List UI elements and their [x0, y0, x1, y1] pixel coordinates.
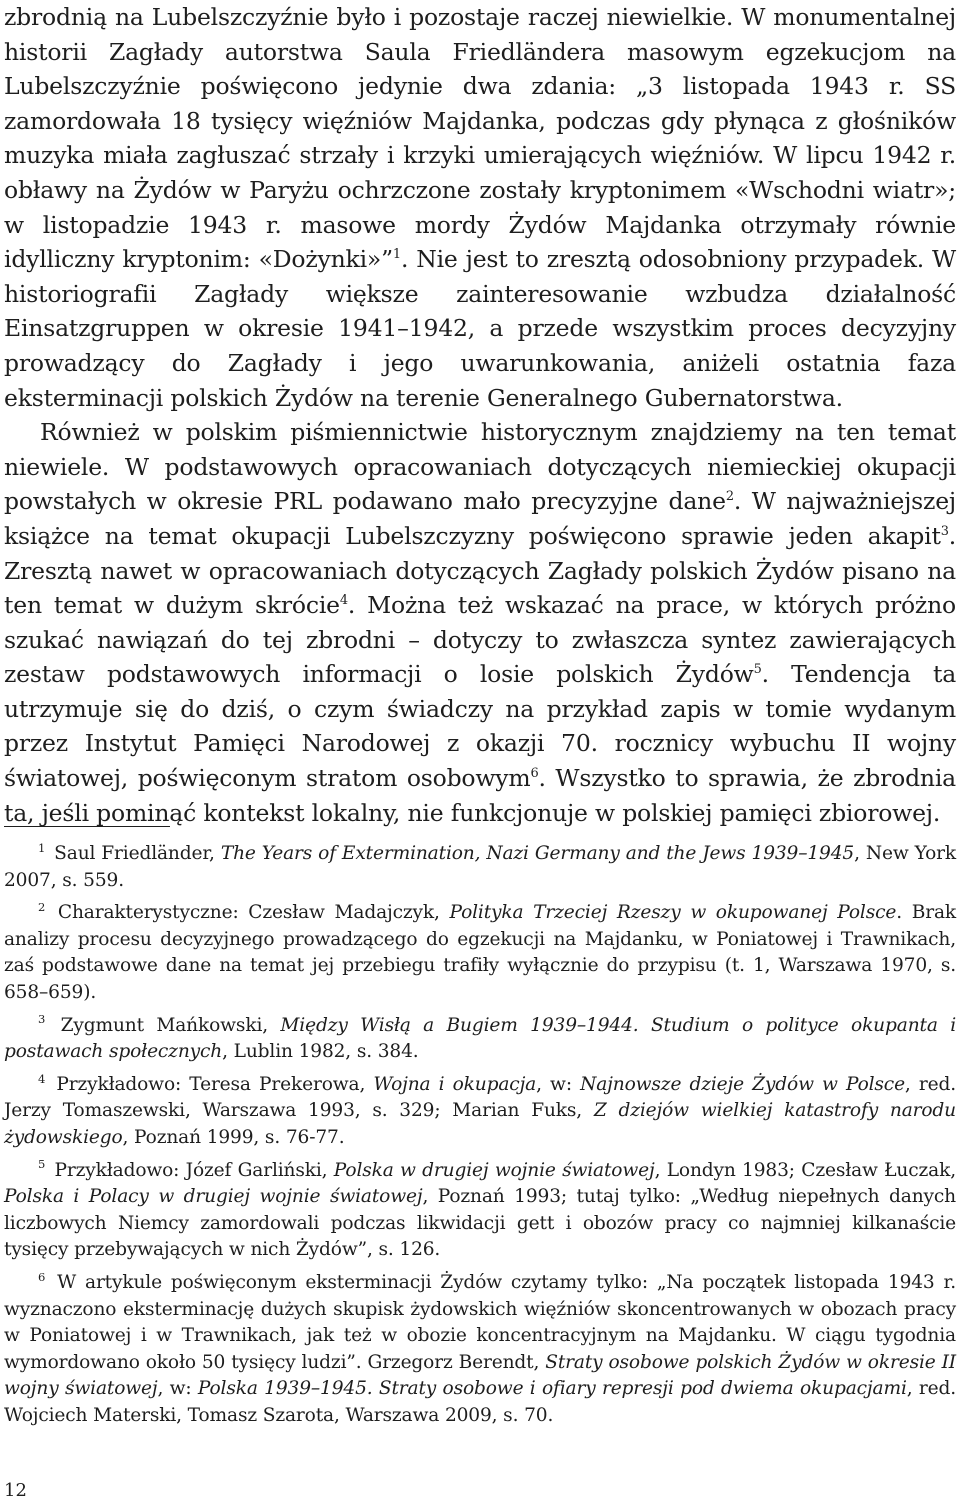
footnote-5 — [4, 1158, 956, 1264]
footnote-text: Zygmunt Mańkowski, — [48, 1014, 281, 1036]
footnote-text: , New York 2007, s. 559. — [4, 843, 956, 891]
footnote-title: Polityka Trzeciej Rzeszy w okupowanej Polsce — [449, 902, 897, 924]
footnote-number: 3 — [38, 1012, 46, 1027]
footnote-title: Wojna i okupacja — [373, 1073, 537, 1095]
footnote-title: Polska i Polacy w drugiej wojnie światowej — [4, 1186, 423, 1208]
paragraph-text: . Tendencja ta utrzymuje się do dziś, o czym świadczy na przykład zapis w tomie wydanym przez Instytut Pamięci Narodowej z okazji 70. rocznicy wybuchu II wojny światowej, poświęconym stratom osobowym — [4, 660, 956, 793]
footnote-title: Z dziejów wielkiej katastrofy narodu żydowskiego — [4, 1100, 956, 1148]
footnote-text: , Poznań 1999, s. 76-77. — [122, 1126, 345, 1148]
footnote-title: Między Wisłą a Bugiem 1939–1944. Studium o polityce okupanta i postawach społecznych — [4, 1014, 956, 1063]
footnote-separator — [4, 826, 170, 827]
footnote-text: , red. Wojciech Materski, Tomasz Szarota, Warszawa 2009, s. 70. — [4, 1378, 956, 1426]
footnote-number: 4 — [38, 1071, 46, 1086]
footnote-ref[interactable]: 6 — [530, 766, 539, 782]
footnote-title: Najnowsze dzieje Żydów w Polsce — [580, 1073, 905, 1095]
footnote-text: , red. Jerzy Tomaszewski, Warszawa 1993, s. 329; Marian Fuks, — [4, 1073, 956, 1122]
footnote-number: 2 — [38, 900, 46, 914]
paragraph-text: . Wszystko to sprawia, że zbrodnia ta, jeśli pominąć kontekst lokalny, nie funkcjonuje w polskiej pamięci zbiorowej. — [4, 764, 956, 827]
paragraph-text: zbrodnią na Lubelszczyźnie było i pozostaje raczej niewielkie. W monumentalnej historii Zagłady autorstwa Saula Friedländera masowym egzekucjom na Lubelszczyźnie poświęcono jedynie dwa zdania: „3 listopada 1943 r. SS zamordowała 18 tysięcy więźniów Majdanka, podczas gdy płynąca z głośników muzyka miała zagłuszać strzały i krzyki umierających więźniów. W lipcu 1942 r. obławy na Żydów w Paryżu ochrzczone zostały kryptonimem «Wschodni wiatr»; w listopadzie 1943 r. masowe mordy Żydów Majdanka otrzymały równie idylliczny kryptonim: «Dożynki»” — [4, 3, 956, 274]
footnote-text: Przykładowo: Teresa Prekerowa, — [48, 1073, 374, 1095]
footnote-4 — [4, 1072, 956, 1152]
footnote-6 — [4, 1270, 956, 1430]
paragraph-text: . Można też wskazać na prace, w których próżno szukać nawiązań do tej zbrodni – dotyczy to zwłaszcza syntez zawierających zestaw podstawowych informacji o losie polskich Żydów — [4, 591, 956, 689]
main-text — [4, 0, 956, 830]
paragraph-text: Również w polskim piśmiennictwie historycznym znajdziemy na ten temat niewiele. W podstawowych opracowaniach dotyczących niemieckiej okupacji powstałych w okresie PRL podawano mało precyzyjne dane — [4, 418, 956, 516]
footnote-number: 5 — [38, 1157, 46, 1172]
footnote-text: Charakterystyczne: Czesław Madajczyk, — [48, 902, 450, 924]
footnote-ref[interactable]: 1 — [392, 247, 401, 263]
footnote-2 — [4, 900, 956, 1006]
page-number: 12 — [4, 1480, 27, 1501]
footnote-text: . Brak analizy procesu decyzyjnego prowadzącego do egzekucji na Majdanku, w Poniatowej i Trawnikach, zaś podstawowe dane na temat jej przebiegu trafiły wyłącznie do przypisu (t. 1, Warszawa 1970, s. 658–659). — [4, 902, 957, 1003]
footnotes — [4, 841, 956, 1435]
footnote-title: Polska w drugiej wojnie światowej — [333, 1159, 655, 1181]
footnote-title: Polska 1939–1945. Straty osobowe i ofiary represji pod dwiema okupacjami — [197, 1378, 907, 1400]
footnote-number: 1 — [38, 840, 46, 855]
paragraph-text: . W najważniejszej książce na temat okupacji Lubelszczyzny poświęcono sprawie jeden akapit — [4, 487, 956, 550]
footnote-1 — [4, 841, 956, 894]
paragraph-2 — [4, 415, 956, 830]
paragraph-text: . Nie jest to zresztą odosobniony przypadek. W historiografii Zagłady większe zainteresowanie wzbudza działalność Einsatzgruppen w okresie 1941–1942, a przede wszystkim proces decyzyjny prowadzący do Zagłady i jego uwarunkowania, aniżeli ostatnia faza eksterminacji polskich Żydów na terenie Generalnego Gubernatorstwa. — [4, 245, 957, 412]
footnote-text: , Poznań 1993; tutaj tylko: „Według niepełnych danych liczbowych Niemcy zamordowali podczas likwidacji gett i obozów pracy co najmniej kilkanaście tysięcy przebywających w nich Żydów”, s. 126. — [4, 1186, 956, 1261]
paragraph-1 — [4, 0, 956, 415]
footnote-text: , Londyn 1983; Czesław Łuczak, — [654, 1159, 956, 1181]
footnote-ref[interactable]: 4 — [339, 593, 348, 609]
footnote-number: 6 — [38, 1269, 46, 1284]
footnote-text: Przykładowo: Józef Garliński, — [48, 1159, 334, 1181]
footnote-text: W artykule poświęconym eksterminacji Żydów czytamy tylko: „Na początek listopada 1943 r. wyznaczono eksterminację dużych skupisk żydowskich więźniów skoncentrowanych w obozach pracy w Poniatowej i w Trawnikach, jak też w obozie koncentracyjnym na Majdanku. W ciągu tygodnia wymordowano około 50 tysięcy ludzi”. Grzegorz Berendt, — [4, 1271, 956, 1373]
footnote-ref[interactable]: 3 — [940, 524, 949, 540]
footnote-3 — [4, 1013, 956, 1066]
footnote-title: Straty osobowe polskich Żydów w okresie II wojny światowej — [4, 1351, 956, 1400]
footnote-text: , w: — [536, 1073, 581, 1095]
footnote-ref[interactable]: 2 — [725, 489, 734, 505]
footnote-ref[interactable]: 5 — [753, 662, 762, 678]
footnote-text: , w: — [157, 1378, 198, 1400]
paragraph-text: . Zresztą nawet w opracowaniach dotyczących Zagłady polskich Żydów pisano na ten temat w dużym skrócie — [4, 521, 956, 620]
footnote-text: Saul Friedländer, — [48, 843, 221, 864]
footnote-title: The Years of Extermination, Nazi Germany and the Jews 1939–1945 — [220, 843, 855, 864]
footnote-text: , Lublin 1982, s. 384. — [222, 1041, 419, 1063]
